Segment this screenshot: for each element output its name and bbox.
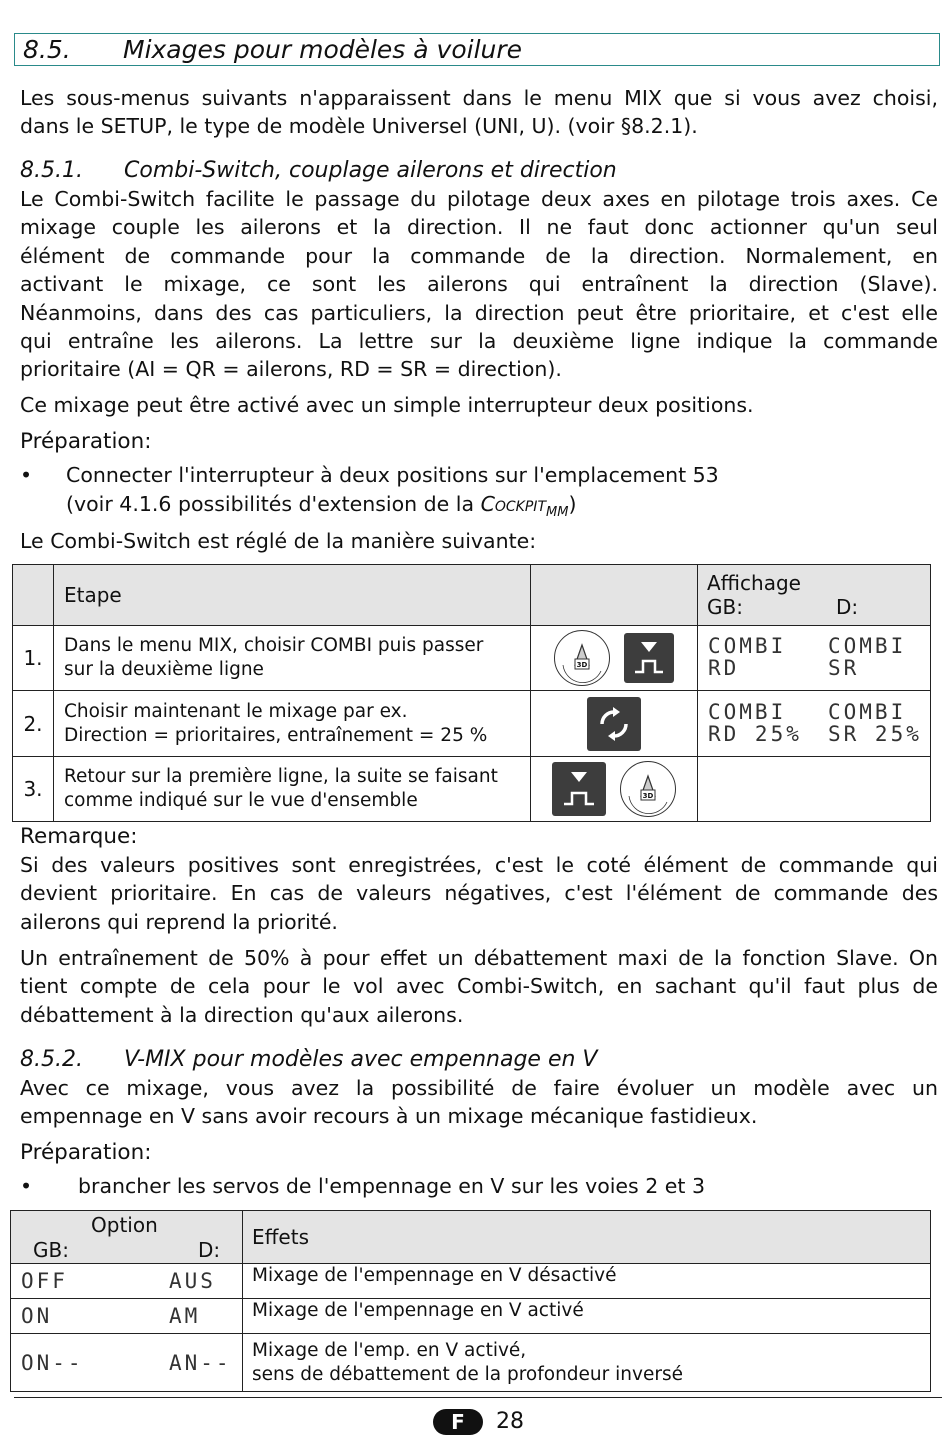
step-down-icon[interactable] bbox=[552, 762, 606, 816]
column-header-step: Etape bbox=[54, 565, 531, 626]
column-header-effects: Effets bbox=[243, 1211, 931, 1264]
bullet-line-1: Connecter l'interrupteur à deux positions sur l'emplacement 53 bbox=[66, 463, 719, 487]
table-header-row bbox=[11, 1211, 931, 1264]
subsection-title: V-MIX pour modèles avec empennage en V bbox=[124, 1047, 598, 1072]
subsection-heading-combi bbox=[20, 157, 920, 185]
table-row: 3. Retour sur la première ligne, la suite se faisant comme indiqué sur le vue d'ensemble 3D bbox=[13, 757, 931, 822]
vmix-paragraph: Avec ce mixage, vous avez la possibilité de faire évoluer un modèle avec un empennage en V sans avoir recours à un mixage mécanique fastidieux. bbox=[20, 1076, 938, 1129]
rotate-icon[interactable] bbox=[587, 697, 641, 751]
table-row: OFF AUS Mixage de l'empennage en V désactivé bbox=[11, 1264, 931, 1299]
3d-digi-adjuster-icon[interactable] bbox=[620, 761, 676, 817]
page-number: 28 bbox=[496, 1409, 524, 1434]
column-header-display: Affichage GB: D: bbox=[698, 565, 931, 626]
cockpit-brand: Cockpit bbox=[480, 492, 546, 516]
svg-text:3D: 3D bbox=[576, 661, 588, 669]
remark-label: Remarque: bbox=[20, 824, 138, 849]
bullet-dot: • bbox=[20, 463, 33, 487]
section-heading bbox=[14, 33, 940, 66]
subsection-title: Combi-Switch, couplage ailerons et direction bbox=[124, 158, 617, 183]
table-row: 1. Dans le menu MIX, choisir COMBI puis passer sur la deuxième ligne 3D COMBI RD COMBI SR bbox=[13, 626, 931, 691]
subsection-number: 8.5.2. bbox=[20, 1047, 83, 1072]
combi-paragraph-2: Ce mixage peut être activé avec un simple interrupteur deux positions. bbox=[20, 393, 754, 417]
combi-table bbox=[12, 564, 931, 822]
language-badge: F bbox=[433, 1409, 483, 1435]
3d-digi-adjuster-icon[interactable] bbox=[554, 630, 610, 686]
preparation-label: Préparation: bbox=[20, 1140, 152, 1165]
preparation-label: Préparation: bbox=[20, 429, 152, 454]
bullet-line-2: (voir 4.1.6 possibilités d'extension de la Cockpit$_{MM}$) bbox=[66, 492, 577, 521]
section-title: Mixages pour modèles à voilure bbox=[123, 35, 523, 64]
lcd-display: COMBI RD COMBI SR bbox=[698, 626, 931, 691]
vmix-table bbox=[10, 1210, 931, 1392]
combi-paragraph: Le Combi-Switch facilite le passage du pilotage deux axes en pilotage trois axes. Ce mixage couple les ailerons et la direction. Il ne faut donc actionner qu'un seul élément de commande pour la commande de la direction. Normalement, en activant le mixage, ce sont les ailerons qui entraînent la direction (Slave). Néanmoins, dans des cas particuliers, la direction peut être prioritaire, et c'est elle qui entraîne les ailerons. La lettre sur la deuxième ligne indique la commande prioritaire (AI = QR = ailerons, RD = SR = direction). bbox=[20, 187, 938, 382]
table-intro: Le Combi-Switch est réglé de la manière suivante: bbox=[20, 529, 537, 553]
section-number: 8.5. bbox=[23, 35, 71, 64]
column-header-option: Option GB: D: bbox=[11, 1211, 243, 1264]
table-row: ON AM Mixage de l'empennage en V activé bbox=[11, 1299, 931, 1334]
svg-text:3D: 3D bbox=[642, 792, 654, 800]
lcd-display: COMBI RD 25% COMBI SR 25% bbox=[698, 691, 931, 757]
footer-rule bbox=[14, 1397, 942, 1398]
remark-paragraph: Si des valeurs positives sont enregistrées, c'est le coté élément de commande qui devient prioritaire. En cas de valeurs négatives, c'est l'élément de commande des ailerons qui reprend la priorité. bbox=[20, 853, 938, 934]
bullet-line: brancher les servos de l'empennage en V sur les voies 2 et 3 bbox=[78, 1174, 706, 1198]
bullet-dot: • bbox=[20, 1174, 33, 1198]
remark-paragraph-2: Un entraînement de 50% à pour effet un débattement maxi de la fonction Slave. On tient compte de cela pour le vol avec Combi-Switch, en sachant qu'il faut plus de débattement à la direction qu'aux ailerons. bbox=[20, 946, 938, 1027]
subsection-number: 8.5.1. bbox=[20, 158, 83, 183]
table-row: ON-- AN-- Mixage de l'emp. en V activé, sens de débattement de la profondeur inversé bbox=[11, 1334, 931, 1392]
step-down-icon[interactable] bbox=[624, 633, 674, 683]
table-row: 2. Choisir maintenant le mixage par ex. Direction = prioritaires, entraînement = 25 % COMBI RD 25% COMBI SR 25% bbox=[13, 691, 931, 757]
subsection-heading-vmix bbox=[20, 1046, 920, 1074]
table-header-row bbox=[13, 565, 931, 626]
intro-paragraph: Les sous-menus suivants n'apparaissent dans le menu MIX que si vous avez choisi, dans le SETUP, le type de modèle Universel (UNI, U). (voir §8.2.1). bbox=[20, 86, 938, 139]
